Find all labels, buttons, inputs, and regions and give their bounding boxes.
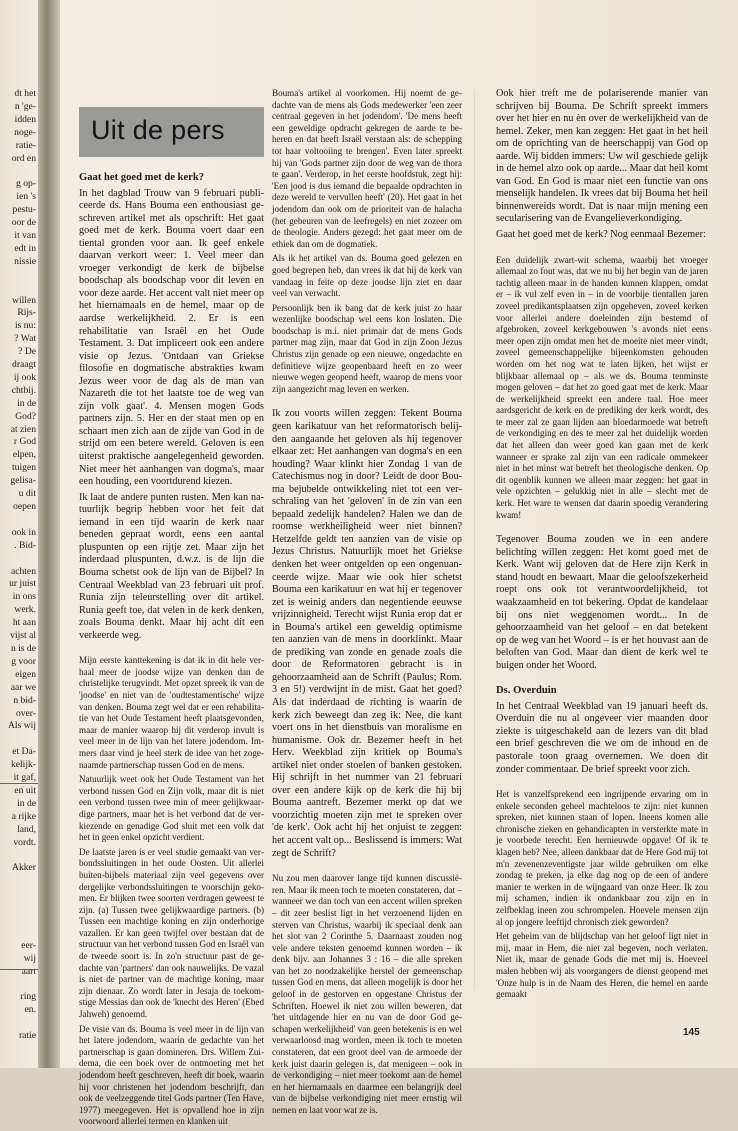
previous-page-line: g op- bbox=[16, 178, 36, 190]
previous-page-line: in de bbox=[17, 797, 36, 809]
spacer bbox=[496, 675, 708, 685]
previous-page-line: vijst al bbox=[10, 630, 36, 642]
previous-page-line: at zien bbox=[10, 423, 36, 435]
previous-page-line: willen bbox=[12, 294, 36, 306]
spacer bbox=[496, 245, 708, 255]
previous-page-line: pestu- bbox=[12, 204, 36, 216]
previous-page-line: n is de bbox=[10, 642, 36, 654]
body-paragraph: Ik zou voorts willen zeggen: Tekent Bouma geen karikatuur van het reformatorisch belijden aangaande het geloven als hij tegenover elkaar zet: Het aanhangen van dogma's en een houding? Waar klinkt hier Zondag 1 van de Catechismus nog in door? Leidt de door Bouma bejubelde ontwikkeling niet tot een verschraling van het 'geloven' in de zin van een bepaald zedelijk handelen? Halen we dan de roomse werkheiligheid weer niet binnen? Hetzelfde geldt ten aanzien van de visie op Jezus Christus. Natuurlijk moet het Griekse denken het weer ontgelden op een ongenuanceerde wijze. Maar wie ook hier schetst Bouma een karikatuur en wat hij er tegenover zet is weinig anders dan negentiende eeuwse vrijzinnigheid. Terecht wijst Runia erop dat er in Bouma's artikel een geweldig optimisme ten aanzien van de mens in doorklinkt. Maar de prediking van zonde en genade zoals die door de Reformatoren gebracht is in gehoorzaamheid aan de Schrift (Paulus; Rom. 3 en 5!) verdwijnt in de mist. Gaat het goed? Als dat inderdaad de richting is waarin de kerk zich beweegt dan zeg ik: Nee, die kant voert ons in het dienstbuis van moralisme en humanisme. Ook dr. Bezemer heeft in het Herv. Weekblad zijn kritiek op Bouma's artikel niet onder stoelen of banken gestoken. Hij schrijft in het nummer van 21 februari over een andere kijk op de kerk die hij bij Bouma aantreft. Bezemer merkt op dat we voorzichtig moeten zijn met te spreken over 'de kerk'. Ook acht hij het onjuist te zeggen: het accent valt op... Beslissend is immers: Wat zegt de Schrift? bbox=[272, 408, 462, 859]
previous-page-line: ring bbox=[20, 991, 36, 1003]
previous-page-line: ? De bbox=[18, 346, 36, 358]
previous-page-line: et Da- bbox=[12, 746, 36, 758]
book-spine bbox=[38, 0, 60, 1068]
previous-page-line: wij bbox=[23, 952, 36, 964]
previous-page-line: r God bbox=[13, 436, 36, 448]
body-paragraph: Tegenover Bouma zouden we in een andere belichting willen zeggen: Het komt goed met de Kerk. Want wij geloven dat de Here zijn Kerk in stand houdt en bewaart. Maar die geloofszekerheid roept ons ook tot verantwoordelijkheid, tot waakzaamheid en tot bekering. Opdat de kandelaar bij ons niet weggenomen wordt... In de gehoorzaamheid van het geloof – en dat betekent op de weg van het Woord – is er het houvast aan de beloften van God. Maar dan dient de kerk wel te buigen onder het Woord. bbox=[496, 534, 708, 671]
previous-page-line: over- bbox=[15, 707, 36, 719]
previous-page-line: a rijke bbox=[11, 810, 36, 822]
previous-page-line: ord en bbox=[11, 152, 36, 164]
quote-paragraph: Mijn eerste kanttekening is dat ik in dit hele verhaal meer de joodse wijze van denken dan de christelijke terugvindt. Met opzet spreek ik van de 'joodse' en niet van de 'oudtestamentische' wijze van denken. Bouma zegt wel dat er een rehabilitatie van het Oude Testament heeft plaatsgevonden, maar de manier waarop hij dit verderop invult is veel meer in de lijn van het latere jodendom. Immers daar vind je heel sterk de idee van het zogenaamde partnerschap tussen God en de mens. bbox=[79, 655, 264, 770]
previous-page-line: God? bbox=[15, 410, 36, 422]
previous-page-line: ij ook bbox=[13, 371, 36, 383]
previous-page-line: en. bbox=[24, 1004, 36, 1016]
section-heading: Ds. Overduin bbox=[496, 685, 557, 697]
page-number: 145 bbox=[683, 1027, 700, 1038]
previous-page-line: ht aan bbox=[12, 617, 36, 629]
previous-page-line: ur juist bbox=[9, 578, 36, 590]
previous-page-line: oor de bbox=[11, 217, 36, 229]
previous-page-line: en uit bbox=[14, 784, 36, 796]
previous-page-line: elpen, bbox=[12, 449, 36, 461]
quote-paragraph: Persoonlijk ben ik bang dat de kerk juist zo haar wezenlijke boodschap wel eens kon loslaten. Die boodschap is m.i. niet primair dat de mens Gods partner mag zijn, maar dat God in zijn Zoon Jezus Christus zijn genade op een nieuwe, ongedachte en definitieve wijze geopenbaard heeft en zo weer nieuwe wegen geopend heeft, waarop de mens voor zijn aangezicht mag leven en werken. bbox=[272, 302, 462, 394]
column-shade bbox=[474, 90, 475, 990]
previous-page-line: gelisa- bbox=[10, 475, 36, 487]
body-paragraph: In het dagblad Trouw van 9 februari publiceerde ds. Hans Bouma een enthousiast geschreven artikel met als opschrift: Het gaat goed met de kerk. Bouma voert daar een tiental gronden voor aan. Ik geef enkele daarvan verkort weer: 1. Veel meer dan vroeger verkondigt de kerk de bijbelse boodschap als boodschap voor dit leven en voor deze aarde. Het accent valt niet meer op het hiernamaals en de hemel, maar op de aardse werkelijkheid. 2. Er is een rehabilitatie van Israël en het Oude Testament. 3. Dat impliceert ook een andere visie op Jezus. 'Ontdaan van Griekse filosofie en dogmatische abstrakties kwam Jezus weer voor de dag als de man van Nazareth die tot het laatste toe de weg van zijn volk gaat'. 4. Mensen mogen Gods partners zijn. 5. Her en der staat men op en schaart men zich aan de zijde van God in de strijd om een betere wereld. Geloven is een uiterst praktische aangelegenheid geworden. Niet meer het aanhangen van dogma's, maar een houding, een voortdurend kiezen. bbox=[79, 187, 264, 488]
spacer bbox=[496, 524, 708, 534]
previous-page-line: edt in bbox=[14, 242, 36, 254]
article-heading: Gaat het goed met de kerk? bbox=[79, 172, 205, 183]
previous-page-line: n bid- bbox=[13, 694, 36, 706]
column-2 bbox=[272, 88, 462, 1120]
spacer bbox=[79, 645, 264, 655]
previous-page-line: in ons bbox=[12, 591, 36, 603]
previous-page-line: g voor bbox=[11, 655, 36, 667]
previous-page-line: noge- bbox=[14, 126, 36, 138]
previous-page-line: n 'ge- bbox=[14, 100, 36, 112]
previous-page-line: ien 's bbox=[16, 191, 36, 203]
quote-paragraph: Het geheim van de blijdschap van het geloof ligt niet in mij, maar in Hem, die niet zal begeven, noch verlaten. Niet ik, maar de genade Gods die met mij is. Hoeveel malen hebben wij als voorgangers de dienst geopend met 'Onze hulp is in de Naam des Heren, die hemel en aarde gemaakt bbox=[496, 931, 708, 1000]
quote-paragraph: De laatste jaren is er veel studie gemaakt van verbondssluitingen in het oude Oosten. Uit allerlei buiten-bijbels materiaal zijn veel gegevens over dergelijke verbondssluitingen te voorschijn gekomen. Er blijken twee soorten verdragen geweest te zijn. (a) Tussen twee gelijkwaardige partners. (b) Tussen een machtige koning en zijn onderhorige vazallen. Er kan geen twijfel over bestaan dat de structuur van het verbond tussen God en Israël van de tweede soort is. In zo'n structuur past de gedachte van 'partners' dan ook nauwelijks. De vazal is niet de partner van de machtige koning, maar zijn dienaar. Zo wordt later in Jesaja de toekomstige Messias dan ook de 'knecht des Heren' (Ebed Jahweh) genoemd. bbox=[79, 846, 264, 1020]
previous-page-line: ? Wat bbox=[14, 333, 36, 345]
previous-page-line: ratie- bbox=[15, 139, 36, 151]
previous-page-line bbox=[0, 733, 38, 746]
previous-page-line: Als wij bbox=[8, 720, 36, 732]
quote-paragraph: De visie van ds. Bouma is veel meer in de lijn van het latere jodendom, waarin de gedachte van het partnerschap is gaan domineren. Drs. Willem Zuidema, die een boek over de ontmoeting met het jodendom heeft geschreven, heeft dit boek, waarin hij voor christenen het jodendom beschrijft, dan ook de veelzeggende titel Gods partner (Ten Have, 1977) meegegeven. Het is opvallend hoe in zijn voorwoord allerlei termen en klanken uit bbox=[79, 1023, 264, 1127]
spacer bbox=[496, 779, 708, 789]
previous-page-line bbox=[0, 165, 38, 178]
previous-page-line: eer- bbox=[21, 939, 36, 951]
previous-page-line: is nu: bbox=[14, 320, 36, 332]
column-1 bbox=[79, 172, 264, 1131]
previous-page-line bbox=[0, 282, 38, 295]
previous-page-line: in de bbox=[17, 397, 36, 409]
previous-page-line: ratie bbox=[18, 1030, 36, 1042]
body-paragraph: Gaat het goed met de kerk? Nog eenmaal Bezemer: bbox=[496, 229, 706, 241]
previous-page-line: draagt bbox=[12, 359, 36, 371]
quote-paragraph: Nu zou men daarover lange tijd kunnen discussiëren. Maar ik meen toch te moeten constateren, dat – wanneer we dan toch van een accent willen spreken – dit zeer beslist ligt in het verzoenend lijden en sterven van Christus, waarbij ik speciaal denk aan het slot van 2 Corinthe 5. Daarnaast zouden nog vele andere teksten genoemd kunnen worden – ik denk bijv. aan Johannes 3 : 16 – die alle spreken van het zo noodzakelijke herstel der gemeenschap tussen God en mens, dat alleen mogelijk is door het geloof in de gestorven en opgestane Christus der Schriften. Hoewel ik niet zou willen beweren, dat 'het uitdagende hier en nu van de door God geschapen werkelijkheid' van geen betekenis is en wel verwaarloosd mag worden, meen ik toch te moeten constateren, dat een groot deel van de armoede der kerk juist daarin gelegen is, dat menigeen – ook in de verkondiging – niet meer toekomt aan de hemel en het hiernamaals en daarmee een belangrijk deel van de bijbelse verkondiging niet meer ernstig wil nemen en laat voor wat ze is. bbox=[272, 873, 462, 1115]
previous-page-line: idden bbox=[14, 113, 36, 125]
previous-page-line: Akker bbox=[12, 862, 36, 874]
previous-page-line: kelijk- bbox=[10, 759, 36, 771]
previous-page-line: ook in bbox=[11, 526, 36, 538]
previous-page-line: aart bbox=[21, 965, 36, 977]
spacer bbox=[272, 398, 462, 408]
previous-page-line: dt het bbox=[14, 88, 36, 99]
previous-page-line: achten bbox=[10, 565, 36, 577]
quote-paragraph: Bouma's artikel al voorkomen. Hij noemt de gedachte van de mens als Gods medewerker 'een zeer centraal gegeven in het jodendom'. 'De mens heeft een geweldige opdracht gekregen de aarde te beheren en dat heeft Israël verstaan als: de schepping tot haar voltooiing te brengen'. Even later spreekt hij van 'Gods partner zijn door de weg van de thora te gaan'. Verderop, in het eerste hoofdstuk, zegt hij: 'Een jood is dus iemand die bepaalde opdrachten in deze wereld te vervullen heeft' (20). Het gaat in het jodendom dan ook om de prioriteit van de halacha (het gebeuren van de leefregels) en niet zozeer om de theologie. Anders gezegd: het gaat meer om de ethiek dan om de dogmatiek. bbox=[272, 88, 462, 249]
quote-paragraph: Als ik het artikel van ds. Bouma goed gelezen en goed begrepen heb, dan vrees ik dat hij de kerk van vandaag in feite op deze joodse lijn ziet en daar veel van verwacht. bbox=[272, 253, 462, 299]
previous-page-line: oepen bbox=[13, 501, 36, 512]
section-header-box bbox=[79, 107, 264, 157]
previous-page-line: it gaf, bbox=[13, 772, 36, 784]
column-3 bbox=[496, 88, 708, 1004]
previous-page-line: chtbij. bbox=[11, 384, 36, 396]
previous-page-line bbox=[0, 269, 38, 282]
previous-page-line: nissie bbox=[14, 255, 36, 267]
previous-page-line bbox=[0, 514, 38, 527]
previous-page-line: land, bbox=[17, 823, 36, 835]
previous-page-box bbox=[0, 783, 38, 970]
previous-page-line: it van bbox=[14, 229, 36, 241]
previous-page-line bbox=[0, 553, 38, 566]
previous-page-line bbox=[0, 979, 38, 992]
previous-page-line bbox=[0, 1017, 38, 1030]
previous-page-line: u dit bbox=[18, 488, 36, 500]
previous-page-line: Rijs- bbox=[17, 307, 36, 319]
quote-paragraph: Natuurlijk weet ook het Oude Testament van het verbond tussen God en Zijn volk, maar dit is niet een verbond tussen twee min of meer gelijkwaardige partners, maar het is het verbond dat de verkiezende en genadige God sluit met een volk dat het in geen enkel opzicht verdient. bbox=[79, 774, 264, 843]
previous-page-line: vordt. bbox=[13, 836, 36, 848]
quote-paragraph: Het is vanzelfsprekend een ingrijpende ervaring om in enkele seconden geheel machteloos te zijn: niet kunnen spreken, niet kunnen staan of lopen. Ineens komen alle chronische zieken en gehandicapten in versterkte mate in je voorbede terecht. Een hernieuwde opgave! Of ik te klagen heb? Nee, alleen dankbaar dat de Here God mij tot m'n zevenenzeventigste jaar wilde gebruiken om elke zondag te preken, ja elke dag nog op de een of andere manier te werken in de wijngaard van onze Heer. Ik zou mij schamen, indien ik ondankbaar zou zijn en in zelfbeklag ineen zou schrompelen. Hoevele mensen zijn al op jongere leeftijd chronisch ziek geworden? bbox=[496, 789, 708, 927]
previous-page-line: tuigen bbox=[12, 462, 36, 474]
body-paragraph: Ik laat de andere punten rusten. Men kan natuurlijk begrip hebben voor het feit dat iemand in een tijd waarin de kerk naar beneden gepraat wordt, eens een aantal pluspunten op een rijtje zet. Maar zijn het inderdaad pluspunten, d.w.z. is de lijn die Bouma schetst ook de lijn van de Bijbel? In Centraal Weekblad van 23 februari uit prof. Runia zijn teleurstelling over dit artikel. Runia geeft toe, dat velen in de kerk denken, zoals Bouma denkt. Maar hij acht dit een verkeerde weg. bbox=[79, 491, 264, 641]
previous-page-line: aar we bbox=[10, 681, 36, 693]
quote-paragraph: Een duidelijk zwart-wit schema, waarbij het vroeger allemaal zo fout was, dat we nu bij het begin van de jaren tachtig alleen maar in de handen kunnen klappen, omdat er – ik vul zelf even in – in de voorbije tientallen jaren zoveel predikantsplaatsen zijn opgeheven, zoveel kerken voor allerlei andere doeleinden zijn bestemd of afgebroken, zoveel kerkgebouwen 's avonds niet eens meer open zijn omdat men het de moeite niet meer vindt, zoveel gemeenschappelijke bijeenkomsten gehouden worden om het nog wat te laten lijken, het wijst er blijkbaar allemaal op – als we ds. Bouma tenminste mogen geloven – dat het zo goed gaat met de kerk. Maar de werkelijkheid spreekt een andere taal. Hoe meer aardsgericht de kerk en de prediking der kerk wordt, des te meer zal ze gaan lijden aan bloedarmoede wat betreft de verkondiging en des te meer zal het duidelijk worden dat het alleen dan weer goed kan gaan met de kerk wanneer er sprake zal zijn van een radicale ommekeer niet in het minst wat betreft het theologische denken. Op dit ogenblik kunnen we alleen maar zeggen: het gaat in vele opzichten – gelukkig niet in alle – slecht met de kerk. Het ware te wensen dat daarin spoedig verandering kwam! bbox=[496, 254, 708, 520]
body-paragraph: In het Centraal Weekblad van 19 januari heeft ds. Overduin die nu al ongeveer vier maanden door ziekte is uitgeschakeld aan de lezers van dit blad een brief geschreven die we om de inhoud en de pastorale toon graag overnemen. We doen dit zonder commentaar. De brief spreekt voor zich. bbox=[496, 700, 708, 775]
body-paragraph: Ook hier treft me de polariserende manier van schrijven bij Bouma. De Schrift spreekt immers over het hier en nu èn over de werkelijkheid van de hemel. Zeker, men kan zeggen: Het gaat in het heil om de oprichting van de heerschappij van God op aarde. Wij bidden immers: Uw wil geschiede gelijk in de hemel alzo ook op aarde... Maar dat heil komt van God. En God is maar niet een functie van ons menselijk handelen. Ik vrees dat bij Bouma het heil binnenwereids wordt. Dat is naar mijn mening een secularisering van de Evangelieverkondiging. bbox=[496, 88, 708, 225]
section-title: Uit de pers bbox=[91, 115, 225, 145]
previous-page-line: eigen bbox=[15, 668, 36, 680]
previous-page-line: . Bid- bbox=[14, 539, 36, 551]
spacer bbox=[272, 863, 462, 873]
previous-page-line: werk. bbox=[14, 604, 36, 616]
